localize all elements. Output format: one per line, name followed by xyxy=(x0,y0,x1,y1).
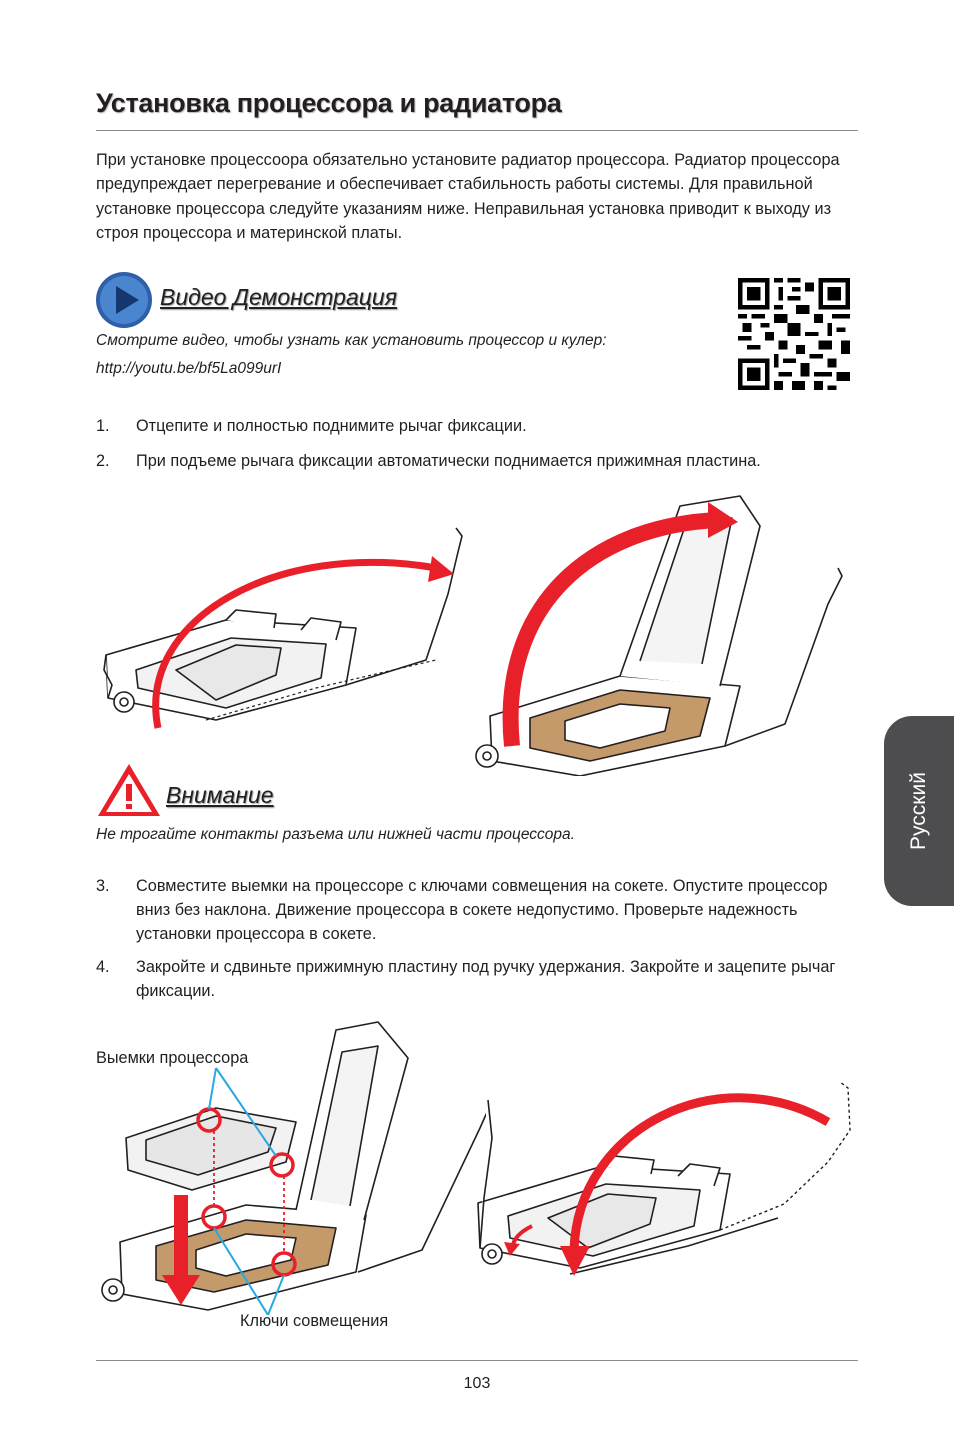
cpu-insertion-illustration xyxy=(96,1010,486,1315)
video-heading: Видео Демонстрация xyxy=(160,284,397,310)
label-cpu-notches: Выемки процессора xyxy=(96,1049,249,1067)
warning-text: Не трогайте контакты разъема или нижней части процессора. xyxy=(96,826,575,843)
video-text: Смотрите видео, чтобы узнать как установить процессор и кулер: xyxy=(96,332,607,349)
page-number: 103 xyxy=(463,1375,491,1392)
video-url[interactable]: http://youtu.be/bf5La099urI xyxy=(96,360,282,377)
warning-heading: Внимание xyxy=(166,782,274,808)
page-title: Установка процессора и радиатора xyxy=(96,88,562,118)
label-alignment-keys: Ключи совмещения xyxy=(240,1312,389,1330)
intro-paragraph: При установке процессоора обязательно установите радиатор процессора. Радиатор процессора предупреждает перегревание и обеспечивает стабильность работы системы. Для правильной установке процессора следуйте указаниям ниже. Неправильная установка приводит к выходу из строя процессора и материнской платы. xyxy=(96,151,840,242)
socket-lever-close-illustration xyxy=(468,1078,858,1298)
play-icon[interactable] xyxy=(94,270,154,330)
qr-code-icon xyxy=(738,278,850,390)
socket-lever-open-illustration xyxy=(96,510,476,740)
language-tab[interactable]: Русский xyxy=(884,716,954,906)
socket-plate-raised-illustration xyxy=(470,486,860,776)
title-divider xyxy=(96,130,858,131)
warning-icon xyxy=(96,762,162,818)
footer-divider xyxy=(96,1360,858,1361)
